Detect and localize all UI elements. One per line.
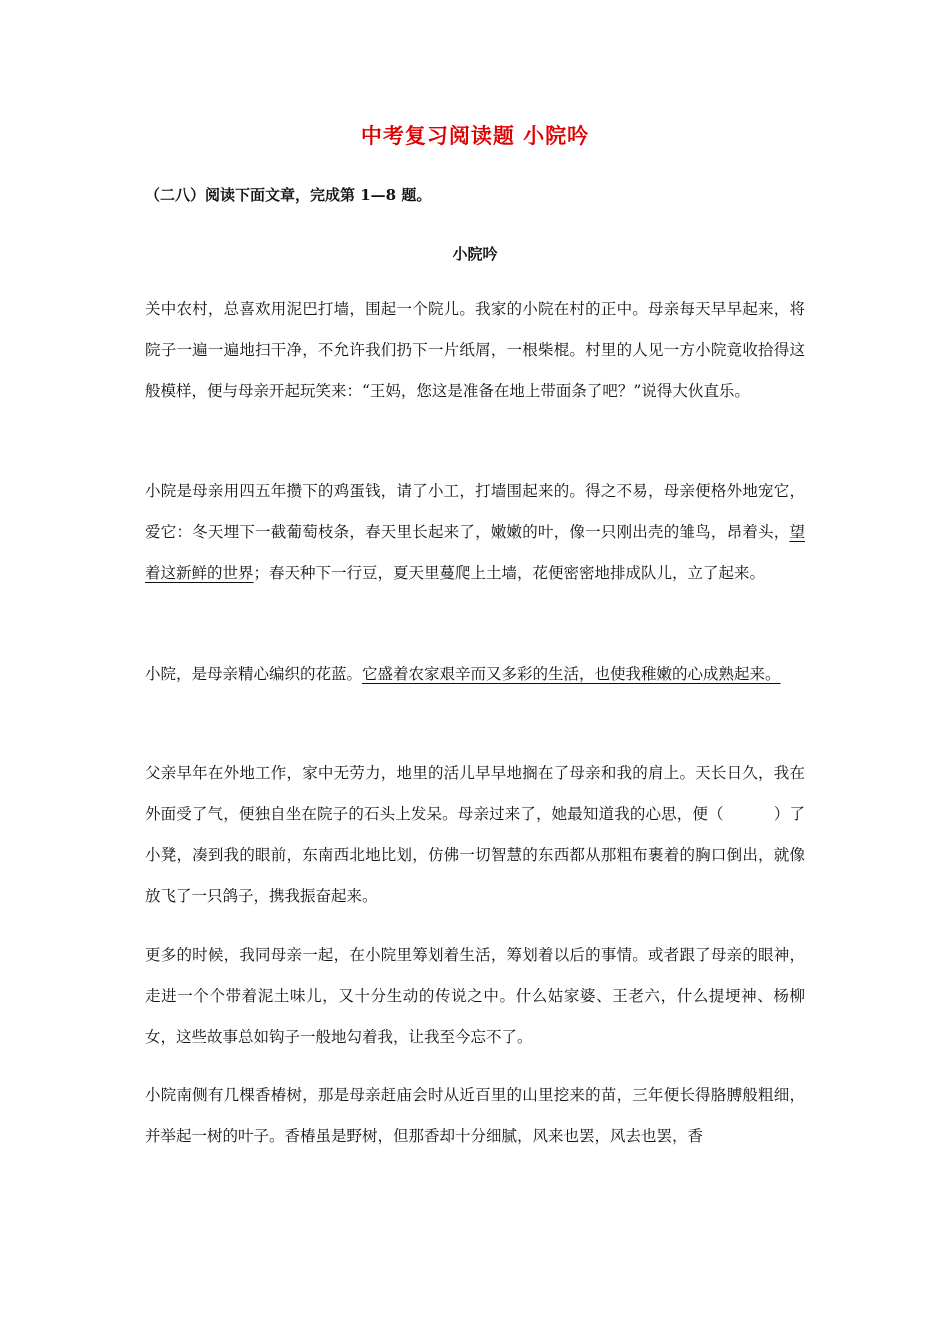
document-title: 中考复习阅读题 小院吟: [360, 123, 590, 148]
article-title: 小院吟: [452, 245, 498, 263]
paragraph-2: [145, 471, 805, 594]
section-heading: （二八）阅读下面文章，完成第 1—8 题。: [145, 186, 432, 204]
paragraph-2-text-b: ；春天种下一行豆，夏天里蔓爬上土墙，花便密密地排成队儿，立了起来。: [253, 564, 766, 582]
paragraph-4-text-a: 父亲早年在外地工作，家中无劳力，地里的活儿早早地搁在了母亲和我的肩上。天长日久，我在外面受了气，便独自坐在院子的石头上发呆。母亲过来了，她最知道我的心思，便（: [145, 764, 805, 823]
paragraph-2-text-a: 小院是母亲用四五年攒下的鸡蛋钱，请了小工，打墙围起来的。得之不易，母亲便格外地宠它，爱它：冬天埋下一截葡萄枝条，春天里长起来了，嫩嫩的叶，像一只刚出壳的雏鸟，昂着头，: [145, 482, 805, 541]
underlined-sentence: 它盛着农家艰辛而又多彩的生活，也使我稚嫩的心成熟起来。: [362, 665, 781, 683]
paragraph-3: [145, 654, 805, 695]
paragraph-1: 关中农村，总喜欢用泥巴打墙，围起一个院儿。我家的小院在村的正中。母亲每天早早起来，将院子一遍一遍地扫干净，不允许我们扔下一片纸屑，一根柴棍。村里的人见一方小院竟收拾得这般模样，便与母亲开起玩笑来：“王妈，您这是准备在地上带面条了吧？”说得大伙直乐。: [145, 300, 805, 400]
paragraph-6: 小院南侧有几棵香椿树，那是母亲赶庙会时从近百里的山里挖来的苗，三年便长得胳膊般粗细，并举起一树的叶子。香椿虽是野树，但那香却十分细腻，风来也罢，风去也罢，香: [145, 1086, 805, 1145]
paragraph-3-text-a: 小院，是母亲精心编织的花蓝。: [145, 665, 363, 683]
underlined-phrase: 望着这新鲜的世界: [145, 523, 805, 582]
paragraph-4-text-b: ）了小凳，凑到我的眼前，东南西北地比划，仿佛一切智慧的东西都从那粗布裹着的胸口倒出，就像放飞了一只鸽子，携我振奋起来。: [145, 805, 805, 905]
paragraph-4: [145, 753, 805, 917]
paragraph-5: 更多的时候，我同母亲一起，在小院里筹划着生活，筹划着以后的事情。或者跟了母亲的眼神，走进一个个带着泥土味儿，又十分生动的传说之中。什么姑家婆、王老六，什么提埂神、杨柳女，这些故事总如钩子一般地勾着我，让我至今忘不了。: [145, 946, 805, 1046]
